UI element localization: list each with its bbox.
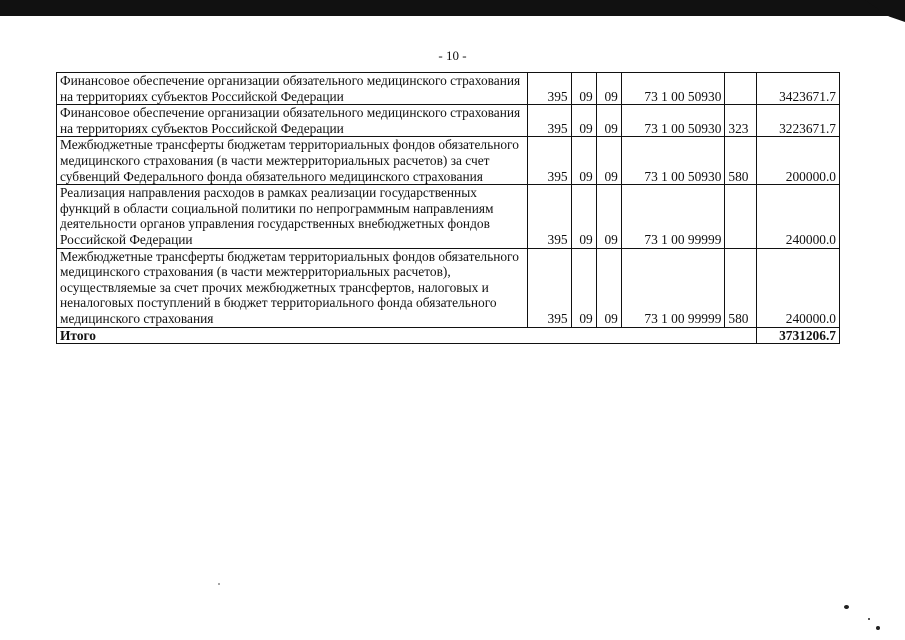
row-vr-code: 580 (725, 137, 756, 185)
row-gr-code: 395 (528, 105, 571, 137)
table-row (57, 185, 840, 248)
budget-table (56, 72, 840, 344)
scan-speck (876, 626, 880, 630)
row-pr-code: 09 (596, 185, 621, 248)
row-csr-code: 73 1 00 50930 (621, 105, 725, 137)
total-label: Итого (57, 327, 757, 344)
total-row (57, 327, 840, 344)
scan-speck (868, 618, 870, 620)
row-vr-code: 323 (725, 105, 756, 137)
row-pr-code: 09 (596, 137, 621, 185)
row-description: Реализация направления расходов в рамках реализации государственных функций в области социальной политики по непрограммным направлениям деятельности органов управления государственных внебюджетных фондов Российской Федерации (57, 185, 528, 248)
total-sum: 3731206.7 (756, 327, 839, 344)
row-rz-code: 09 (571, 137, 596, 185)
row-sum: 240000.0 (756, 248, 839, 327)
row-gr-code: 395 (528, 73, 571, 105)
row-csr-code: 73 1 00 99999 (621, 248, 725, 327)
table-row (57, 137, 840, 185)
row-pr-code: 09 (596, 73, 621, 105)
row-gr-code: 395 (528, 248, 571, 327)
row-sum: 3223671.7 (756, 105, 839, 137)
row-rz-code: 09 (571, 73, 596, 105)
row-vr-code (725, 73, 756, 105)
row-rz-code: 09 (571, 105, 596, 137)
row-csr-code: 73 1 00 50930 (621, 73, 725, 105)
row-rz-code: 09 (571, 248, 596, 327)
row-pr-code: 09 (596, 105, 621, 137)
row-csr-code: 73 1 00 50930 (621, 137, 725, 185)
row-description: Финансовое обеспечение организации обязательного медицинского страхования на территориях субъектов Российской Федерации (57, 73, 528, 105)
scan-speck (218, 583, 220, 585)
table-row (57, 248, 840, 327)
table-row (57, 73, 840, 105)
row-vr-code (725, 185, 756, 248)
row-csr-code: 73 1 00 99999 (621, 185, 725, 248)
row-sum: 240000.0 (756, 185, 839, 248)
row-sum: 200000.0 (756, 137, 839, 185)
scan-speck (844, 605, 849, 609)
row-vr-code: 580 (725, 248, 756, 327)
row-gr-code: 395 (528, 185, 571, 248)
row-description: Межбюджетные трансферты бюджетам территориальных фондов обязательного медицинского страхования (в части межтерриториальных расчетов) за счет субвенций Федерального фонда обязательного медицинского страхования (57, 137, 528, 185)
page-number: - 10 - (438, 48, 467, 63)
table-row (57, 105, 840, 137)
row-pr-code: 09 (596, 248, 621, 327)
row-description: Межбюджетные трансферты бюджетам территориальных фондов обязательного медицинского страхования (в части межтерриториальных расчетов), осуществляемые за счет прочих межбюджетных трансфертов, налоговых и неналоговых поступлений в бюджет территориального фонда обязательного медицинского страхования (57, 248, 528, 327)
row-gr-code: 395 (528, 137, 571, 185)
row-sum: 3423671.7 (756, 73, 839, 105)
row-description: Финансовое обеспечение организации обязательного медицинского страхования на территориях субъектов Российской Федерации (57, 105, 528, 137)
row-rz-code: 09 (571, 185, 596, 248)
scan-border (0, 0, 905, 16)
